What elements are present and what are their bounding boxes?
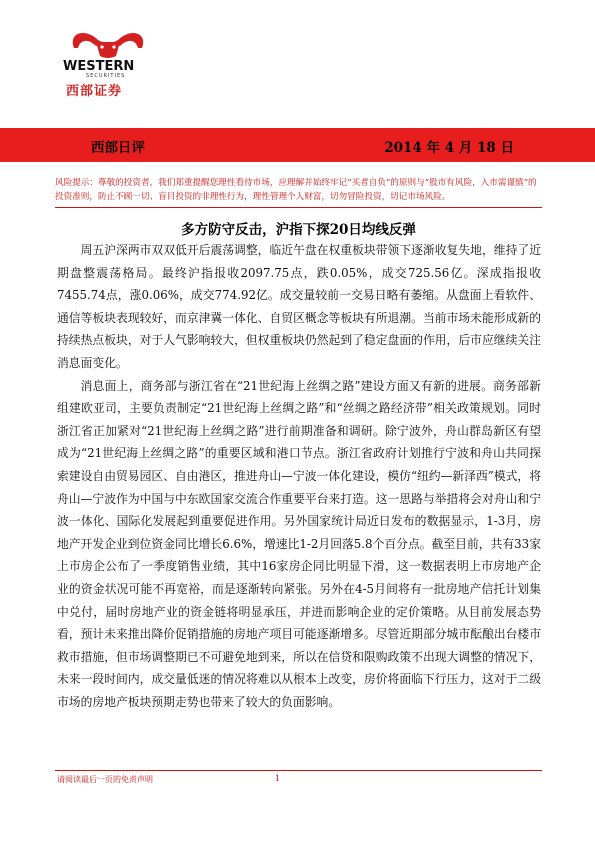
article-paragraph-1: 周五沪深两市双双低开后震荡调整，临近午盘在权重板块带领下逐渐收复失地，维持了近期盘整震荡格局。最终沪指报收2097.75点，跌0.05%，成交725.56亿。深成指报收7455.74点，涨0.06%，成交774.92亿。成交量较前一交易日略有萎缩。从盘面上看软件、通信等板块表现较好，而京津冀一体化、自贸区概念等板块有所退潮。当前市场未能形成新的持续热点板块，对于人气影响较大，但权重板块仍然起到了稳定盘面的作用，后市应继续关注消息面变化。 [57,243,541,370]
disclaimer-note: 请阅读最后一页的免责声明 [57,775,153,784]
header-divider [55,207,542,208]
bull-head-icon [60,26,156,60]
footer-divider [55,770,542,771]
logo-brand-sub: SECURITIES [86,73,126,79]
report-date: 2014 年 4 月 18 日 [384,140,514,156]
article-title: 多方防守反击，沪指下探20日均线反弹 [181,222,416,238]
page-number: 1 [275,774,281,783]
logo-brand-en: WESTERN [63,59,135,74]
report-type-label: 西部日评 [91,140,145,156]
article-paragraph-2: 消息面上，商务部与浙江省在“21世纪海上丝绸之路”建设方面又有新的进展。商务部新组建欧亚司，主要负责制定“21世纪海上丝绸之路”和“丝绸之路经济带”相关政策规划。同时浙江省正加紧对“21世纪海上丝绸之路”进行前期准备和调研。除宁波外，舟山群岛新区有望成为“21世纪海上丝绸之路”的重要区域和港口节点。浙江省政府计划推行宁波和舟山共同探索建设自由贸易园区、自由港区，推进舟山—宁波一体化建设，模仿“纽约—新泽西”模式，将舟山—宁波作为中国与中东欧国家交流合作重要平台来打造。这一思路与举措将会对舟山和宁波一体化、国际化发展起到重要促进作用。另外国家统计局近日发布的数据显示，1-3月，房地产开发企业到位资金同比增长6.6%，增速比1-2月回落5.8个百分点。截至目前，共有33家上市房企公布了一季度销售业绩，其中16家房企同比明显下滑，这一数据表明上市房地产企业的资金状况可能不再宽裕，而是逐渐转向紧张。另外在4-5月间将有一批房地产信托计划集中兑付，届时房地产业的资金链将明显承压，并进而影响企业的定价策略。从目前发展态势看，预计未来推出降价促销措施的房地产项目可能逐渐增多。尽管近期部分城市酝酿出台楼市救市措施，但市场调整期已不可避免地到来，所以在信贷和限购政策不出现大调整的情况下，未来一段时间内，成交量低迷的情况将难以从根本上改变，房价将面临下行压力，这对于二级市场的房地产板块预期走势也带来了较大的负面影响。 [57,378,541,709]
logo-brand-cn: 西部证券 [66,84,123,99]
report-banner [0,128,595,162]
article-body [57,239,541,713]
risk-warning: 风险提示：尊敬的投资者，我们郑重提醒您理性看待市场，应理解并始终牢记“买者自负”的原则与“股市有风险，入市需谨慎”的投资准则，防止不顾一切、盲目投资的非理性行为，理性管理个人财富，切勿冒险投资，切记市场风险。 [55,178,537,202]
western-securities-logo [60,26,156,99]
